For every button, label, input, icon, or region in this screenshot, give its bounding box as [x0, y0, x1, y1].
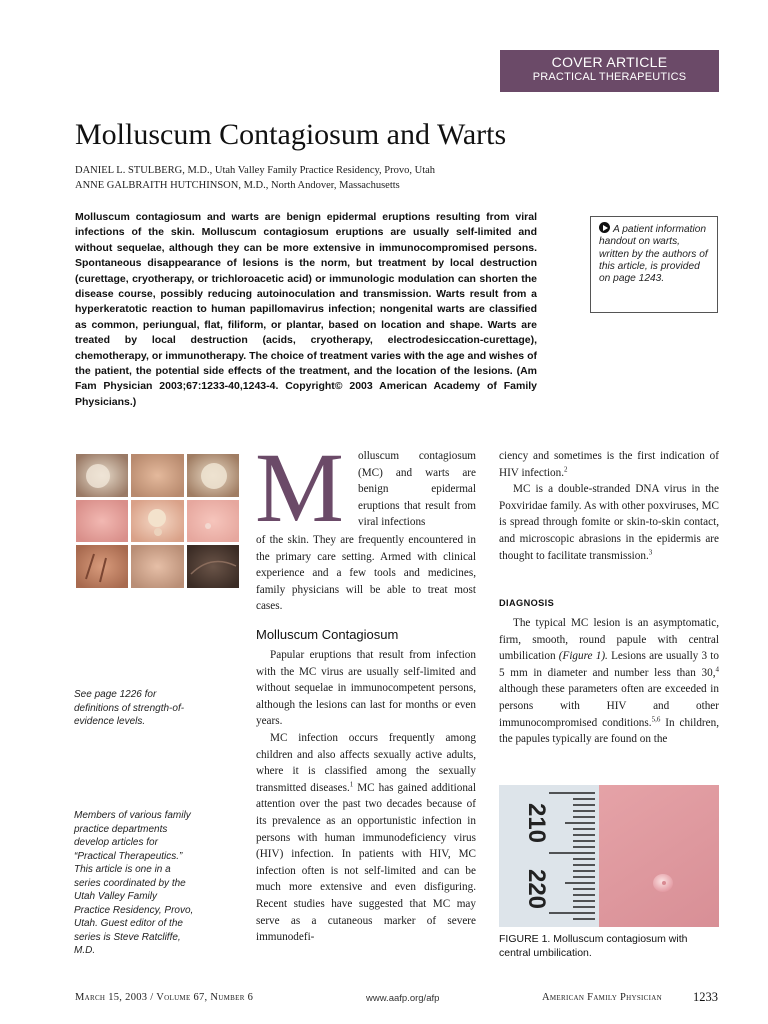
photo-tile-2 — [131, 454, 184, 497]
figure-1-svg — [499, 785, 719, 927]
ref-2: 2 — [564, 464, 568, 473]
arrow-right-icon — [599, 222, 610, 233]
photo-tile-8 — [131, 545, 184, 588]
molluscum-p2-part-b: MC has gained additional attention over the past two decades because of its prevalence as an opportunistic infection in persons with human immunodeficiency virus (HIV) infection. In patients with HIV, MC infection often is not self-limited and can be much more extensive and even disfiguring. Recent studies have suggested that MC may serve as a cutaneous marker of severe immunodefi- — [256, 781, 476, 944]
ref-5-6: 5,6 — [651, 714, 661, 723]
banner-line2: PRACTICAL THERAPEUTICS — [532, 71, 687, 83]
footer-journal: American Family Physician — [542, 992, 662, 1003]
intro-lead: olluscum contagiosum (MC) and warts are benign epidermal eruptions that result from viral infections — [358, 450, 476, 529]
diagnosis-body — [499, 615, 719, 748]
photo-grid-svg — [76, 454, 239, 588]
drop-cap: M — [255, 432, 344, 543]
intro-rest-text: of the skin. They are frequently encountered in the primary care setting. Armed with clinical experience and a few tools and medicines, family physicians will be able to treat most cases. — [256, 534, 476, 613]
figure-ref: (Figure 1). — [558, 650, 608, 663]
cover-article-banner — [500, 50, 719, 92]
photo-tile-7 — [76, 545, 128, 588]
continuation-text: ciency and sometimes is the first indication of HIV infection. — [499, 450, 719, 479]
molluscum-paragraph-1: Papular eruptions that result from infection with the MC virus are usually self-limited and without sequelae in immunocompetent persons, although the lesions can last for months or even years. — [256, 649, 476, 728]
author-list — [75, 163, 435, 193]
footer-date: March 15, 2003 — [75, 992, 148, 1003]
molluscum-p2-part-a: MC infection occurs frequently among children and also affects sexually active adults, where it is classified among the sexually transmitted diseases. — [256, 731, 476, 794]
section-heading-molluscum: Molluscum Contagiosum — [256, 627, 399, 642]
diag-part-a: The typical MC lesion is an asymptomatic, firm, smooth, round papule with central umbilication — [499, 617, 719, 663]
abstract: Molluscum contagiosum and warts are benign epidermal eruptions resulting from viral infections of the skin. Molluscum contagiosum eruptions are usually self-limited and without sequelae, although they can be more extensive in immunocompromised persons. Spontaneous disappearance of lesions is the norm, but treatment by local destruction (curettage, cryotherapy, or trichloroacetic acid) or immunologic modulation can shorten the disease course, possibly reducing autoinoculation and transmission. Warts result from a hyperkeratotic reaction to human papillomavirus infection; nongenital warts are classified as common, periungual, flat, filiform, or plantar, based on location and shape. Warts are treated by local destruction (acids, cryotherapy, electrodesiccation-curettage), chemotherapy, or immunotherapy. The choice of treatment varies with the age and wishes of the patient, the potential side effects of the treatment, and the location of the lesions. (Am Fam Physician 2003;67:1233-40,1243-4. Copyright© 2003 American Academy of Family Physicians.) — [75, 211, 537, 408]
diag-part-c: although these parameters often are exceeded in persons with HIV and other immunocompromised conditions. — [499, 683, 719, 729]
series-note: Members of various family practice departments develop articles for “Practical Therapeutics.” This article is one in a series coordinated by the Utah Valley Family Practice Residency, Provo, Utah. Guest editor of the series is Steve Ratcliffe, M.D. — [74, 810, 194, 956]
ref-3: 3 — [648, 547, 653, 556]
section-heading-diagnosis: DIAGNOSIS — [499, 598, 555, 608]
handout-text: A patient information handout on warts, written by the authors of this article, is provided on page 1243. — [599, 224, 708, 285]
continuation-paragraph — [499, 448, 719, 481]
diagnosis-paragraph — [499, 615, 719, 748]
photo-tile-6 — [187, 500, 239, 542]
photo-tile-4 — [76, 500, 128, 542]
molluscum-body — [256, 647, 476, 946]
evidence-note: See page 1226 for definitions of strength-of-evidence levels. — [74, 689, 185, 727]
article-title: Molluscum Contagiosum and Warts — [75, 118, 507, 151]
patient-handout-box — [590, 216, 718, 313]
author-2: ANNE GALBRAITH HUTCHINSON, M.D., North Andover, Massachusetts — [75, 180, 400, 191]
wart-photo-grid — [76, 454, 239, 588]
footer-page-number: 1233 — [693, 990, 718, 1004]
author-1: DANIEL L. STULBERG, M.D., Utah Valley Family Practice Residency, Provo, Utah — [75, 165, 436, 176]
ruler-mark-210: 210 — [523, 802, 550, 844]
ref-4: 4 — [715, 665, 719, 674]
diag-part-d: In children, the papules typically are found on the — [499, 716, 719, 746]
figure-1-caption: FIGURE 1. Molluscum contagiosum with central umbilication. — [499, 933, 688, 959]
column3-top — [499, 448, 719, 564]
molluscum-paragraph-2 — [256, 730, 476, 946]
footer-url[interactable]: www.aafp.org/afp — [366, 993, 440, 1004]
virus-paragraph — [499, 481, 719, 564]
footer-issue — [75, 992, 253, 1003]
footer-separator: / — [150, 992, 154, 1003]
photo-tile-9 — [187, 545, 239, 588]
diag-part-b: Lesions are usually 3 to 5 mm in diameter and number less than 30, — [499, 650, 719, 679]
virus-text: MC is a double-stranded DNA virus in the Poxviridae family. As with other poxviruses, MC is spread through fomite or skin-to-skin contact, and microscopic abrasions in the epidermis are thought to facilitate transmission. — [499, 483, 719, 562]
ruler-mark-220: 220 — [523, 868, 550, 910]
ref-1: 1 — [349, 780, 354, 789]
figure-1-photo — [499, 785, 719, 927]
intro-rest — [256, 532, 476, 615]
banner-line1: COVER ARTICLE — [551, 54, 668, 70]
footer-volume: Volume 67, Number 6 — [156, 992, 254, 1003]
